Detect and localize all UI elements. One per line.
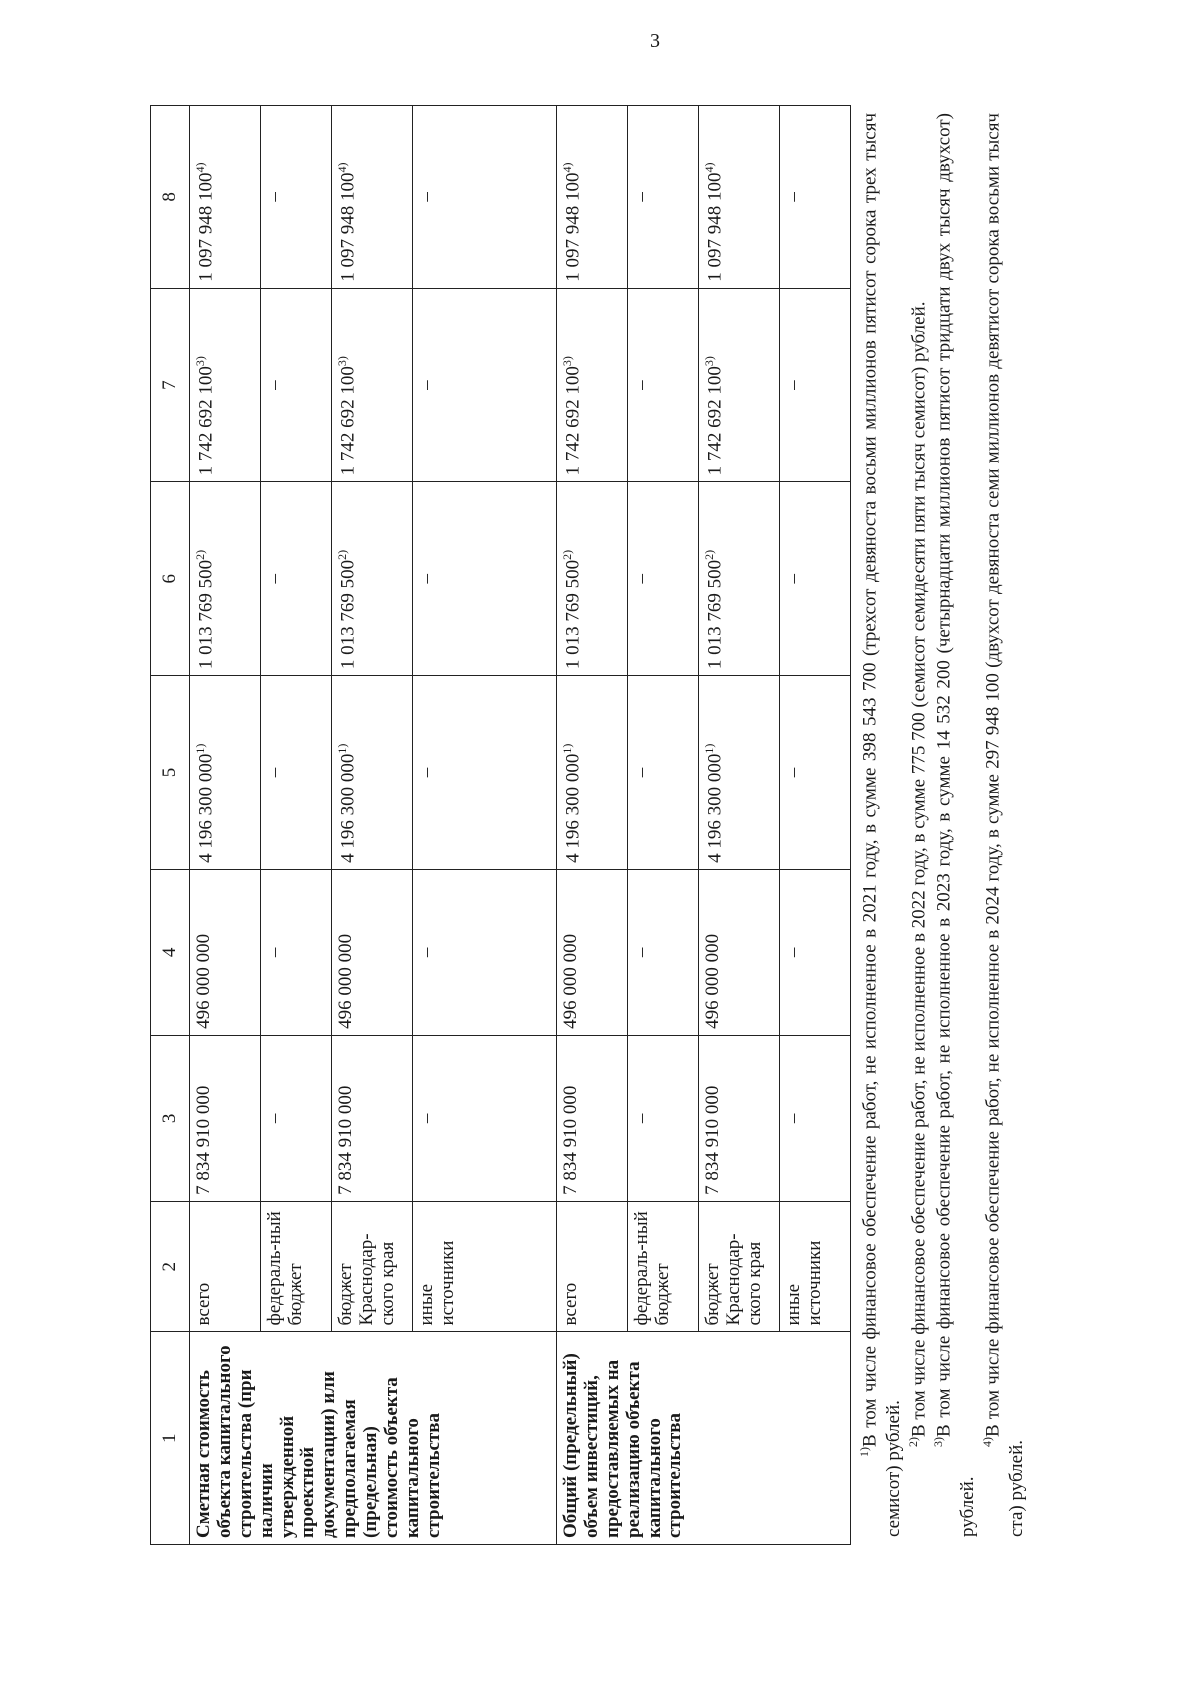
value-c6: 1 013 769 500$^{2)}$ xyxy=(699,482,780,676)
table-row xyxy=(332,106,413,1545)
value-c5: 4 196 300 000$^{1)}$ xyxy=(190,676,261,870)
header-col-7: 7 xyxy=(151,288,190,482)
row-label-total: всего xyxy=(557,1201,628,1332)
value-c5: 4 196 300 000$^{1)}$ xyxy=(332,676,413,870)
value-c4: 496 000 000 xyxy=(332,869,413,1035)
dash-cell: – xyxy=(261,1035,332,1201)
header-col-8: 8 xyxy=(151,106,190,289)
header-col-4: 4 xyxy=(151,869,190,1035)
header-row xyxy=(151,106,190,1545)
header-col-3: 3 xyxy=(151,1035,190,1201)
value-c6: 1 013 769 500$^{2)}$ xyxy=(557,482,628,676)
dash-cell: – xyxy=(780,1035,851,1201)
row-label-regional: бюджет Краснодар-ского края xyxy=(699,1201,780,1332)
table-row xyxy=(261,106,332,1545)
header-col-6: 6 xyxy=(151,482,190,676)
row-label-federal: федераль-ный бюджет xyxy=(261,1201,332,1332)
value-c6: 1 013 769 500$^{2)}$ xyxy=(332,482,413,676)
dash-cell: – xyxy=(413,676,557,870)
value-c8: 1 097 948 100$^{4)}$ xyxy=(699,106,780,289)
table-row xyxy=(413,106,557,1545)
dash-cell: – xyxy=(780,676,851,870)
page-number: 3 xyxy=(650,30,660,52)
table-row xyxy=(628,106,699,1545)
value-c7: 1 742 692 100$^{3)}$ xyxy=(332,288,413,482)
dash-cell: – xyxy=(261,288,332,482)
dash-cell: – xyxy=(628,676,699,870)
value-c8: 1 097 948 100$^{4)}$ xyxy=(557,106,628,289)
row-label-regional: бюджет Краснодар-ского края xyxy=(332,1201,413,1332)
dash-cell: – xyxy=(413,106,557,289)
table-row xyxy=(699,106,780,1545)
dash-cell: – xyxy=(413,869,557,1035)
dash-cell: – xyxy=(628,106,699,289)
value-c7: 1 742 692 100$^{3)}$ xyxy=(699,288,780,482)
value-c6: 1 013 769 500$^{2)}$ xyxy=(190,482,261,676)
dash-cell: – xyxy=(261,676,332,870)
value-c3: 7 834 910 000 xyxy=(332,1035,413,1201)
block1-title: Сметная стоимость объекта капитального строительства (при наличии утвержденной проектной документации) или предполагаемая (предельная) стоимость объекта капитального строительства xyxy=(190,1332,557,1545)
dash-cell: – xyxy=(413,482,557,676)
value-c8: 1 097 948 100$^{4)}$ xyxy=(190,106,261,289)
dash-cell: – xyxy=(780,106,851,289)
value-c5: 4 196 300 000$^{1)}$ xyxy=(557,676,628,870)
row-label-total: всего xyxy=(190,1201,261,1332)
value-c5: 4 196 300 000$^{1)}$ xyxy=(699,676,780,870)
dash-cell: – xyxy=(780,482,851,676)
header-col-5: 5 xyxy=(151,676,190,870)
dash-cell: – xyxy=(261,869,332,1035)
value-c3: 7 834 910 000 xyxy=(190,1035,261,1201)
footnotes xyxy=(851,105,1029,1545)
block2-title: Общий (предельный) объем инвестиций, предоставляемых на реализацию объекта капитального строительства xyxy=(557,1332,851,1545)
value-c3: 7 834 910 000 xyxy=(699,1035,780,1201)
dash-cell: – xyxy=(413,288,557,482)
dash-cell: – xyxy=(261,482,332,676)
value-c3: 7 834 910 000 xyxy=(557,1035,628,1201)
funding-table xyxy=(150,105,851,1545)
rotated-content xyxy=(150,105,1040,1545)
dash-cell: – xyxy=(628,482,699,676)
value-c8: 1 097 948 100$^{4)}$ xyxy=(332,106,413,289)
value-c4: 496 000 000 xyxy=(557,869,628,1035)
dash-cell: – xyxy=(628,1035,699,1201)
footnote-4: $^{4)}$В том числе финансовое обеспечение работ, не исполненное в 2024 году, в сумме 297 948 100 (двухсот девяноста семи миллионов девятисот сорока восьми тысяч ста) рублей. xyxy=(979,113,1027,1537)
row-label-other: иные источники xyxy=(413,1201,557,1332)
dash-cell: – xyxy=(780,288,851,482)
dash-cell: – xyxy=(261,106,332,289)
row-label-federal: федераль-ный бюджет xyxy=(628,1201,699,1332)
dash-cell: – xyxy=(628,869,699,1035)
value-c4: 496 000 000 xyxy=(699,869,780,1035)
table-row xyxy=(190,106,261,1545)
value-c4: 496 000 000 xyxy=(190,869,261,1035)
dash-cell: – xyxy=(628,288,699,482)
row-label-other: иные источники xyxy=(780,1201,851,1332)
dash-cell: – xyxy=(780,869,851,1035)
header-col-1: 1 xyxy=(151,1332,190,1545)
value-c7: 1 742 692 100$^{3)}$ xyxy=(557,288,628,482)
footnote-1: $^{1)}$В том числе финансовое обеспечение работ, не исполненное в 2021 году, в сумме 398 543 700 (трехсот девяноста восьми миллионов пятисот сорока трех тысяч семисот) рублей. xyxy=(857,113,905,1537)
table-row xyxy=(780,106,851,1545)
footnote-3: $^{3)}$В том числе финансовое обеспечение работ, не исполненное в 2023 году, в сумме 14 532 200 (четырнадцати миллионов пятисот тридцати двух тысяч двухсот) рублей. xyxy=(930,113,978,1537)
value-c7: 1 742 692 100$^{3)}$ xyxy=(190,288,261,482)
footnote-2: $^{2)}$В том числе финансовое обеспечение работ, не исполненное в 2022 году, в сумме 775 700 (семисот семидесяти пяти тысяч семисот) рублей. xyxy=(905,301,930,1447)
header-col-2: 2 xyxy=(151,1201,190,1332)
dash-cell: – xyxy=(413,1035,557,1201)
table-row xyxy=(557,106,628,1545)
